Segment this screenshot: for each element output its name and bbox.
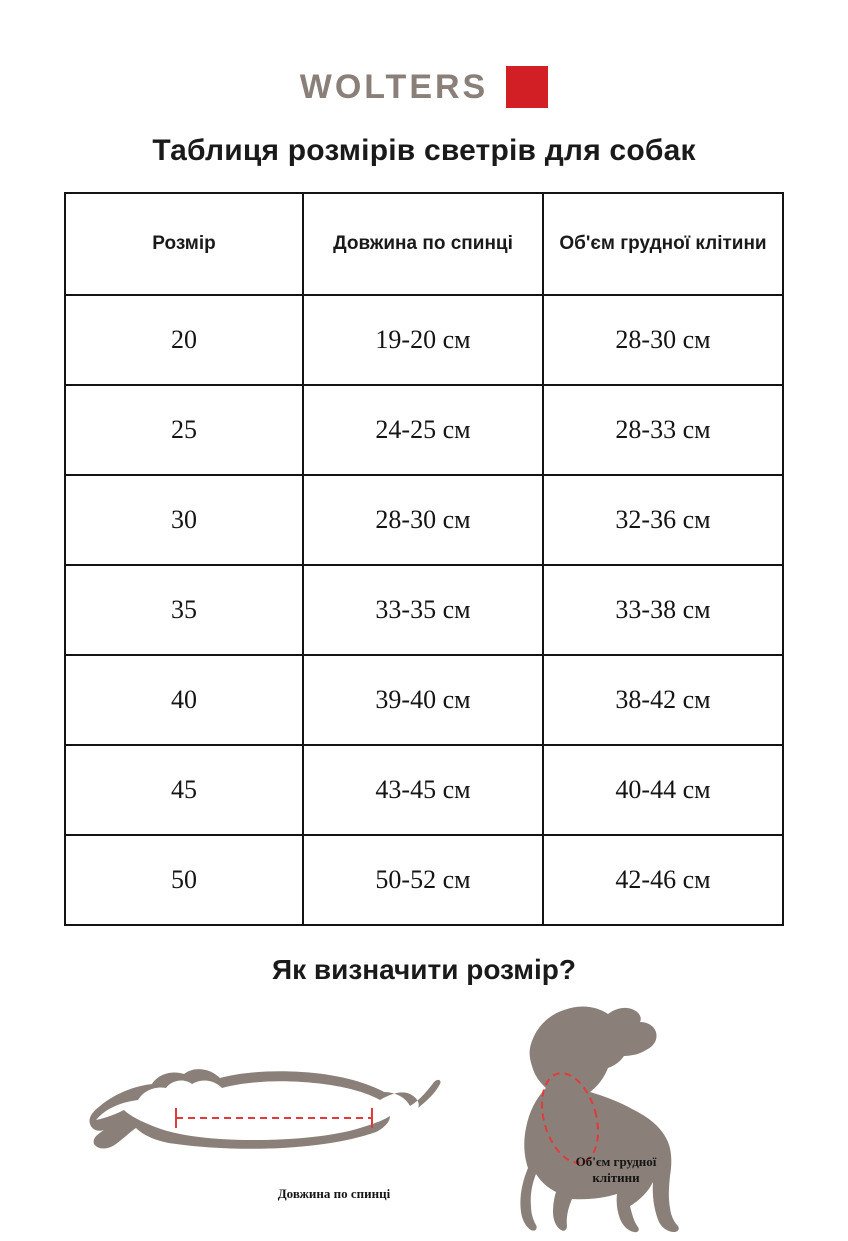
- cell-size: 45: [65, 745, 303, 835]
- table-row: [65, 565, 783, 655]
- howto-title: Як визначити розмір?: [272, 954, 576, 985]
- measurement-figures: [44, 996, 804, 1200]
- red-square-logo-icon: [506, 66, 548, 108]
- dog-side-view-icon: [444, 996, 744, 1236]
- cell-chest-girth: 28-30 см: [543, 295, 783, 385]
- cell-back-length: 39-40 см: [303, 655, 543, 745]
- cell-size: 35: [65, 565, 303, 655]
- table-row: [65, 835, 783, 925]
- table-row: [65, 385, 783, 475]
- cell-size: 25: [65, 385, 303, 475]
- column-header-back-length: Довжина по спинці: [303, 193, 543, 295]
- cell-back-length: 19-20 см: [303, 295, 543, 385]
- table-header-row: [65, 193, 783, 295]
- table-header: [65, 193, 783, 295]
- cell-back-length: 33-35 см: [303, 565, 543, 655]
- column-header-size: Розмір: [65, 193, 303, 295]
- page-title: Таблиця розмірів светрів для собак: [152, 134, 696, 167]
- table-row: [65, 655, 783, 745]
- brand-header: [300, 66, 548, 108]
- cell-back-length: 43-45 см: [303, 745, 543, 835]
- cell-size: 40: [65, 655, 303, 745]
- cell-chest-girth: 42-46 см: [543, 835, 783, 925]
- caption-back-length: Довжина по спинці: [277, 1186, 391, 1201]
- cell-chest-girth: 33-38 см: [543, 565, 783, 655]
- cell-size: 50: [65, 835, 303, 925]
- cell-back-length: 24-25 см: [303, 385, 543, 475]
- brand-name: WOLTERS: [299, 67, 489, 106]
- cell-chest-girth: 28-33 см: [543, 385, 783, 475]
- column-header-chest-girth: Об'єм грудної клітини: [543, 193, 783, 295]
- table-body: [65, 295, 783, 925]
- cell-size: 20: [65, 295, 303, 385]
- size-table: [64, 192, 784, 926]
- cell-size: 30: [65, 475, 303, 565]
- cell-chest-girth: 40-44 см: [543, 745, 783, 835]
- dog-top-view-figure: [84, 1042, 444, 1197]
- dog-side-view-figure: [444, 996, 744, 1241]
- cell-back-length: 50-52 см: [303, 835, 543, 925]
- cell-back-length: 28-30 см: [303, 475, 543, 565]
- cell-chest-girth: 32-36 см: [543, 475, 783, 565]
- cell-chest-girth: 38-42 см: [543, 655, 783, 745]
- table-row: [65, 475, 783, 565]
- back-length-measure-line: [176, 1108, 372, 1128]
- dog-top-view-icon: [84, 1042, 444, 1192]
- table-row: [65, 745, 783, 835]
- table-row: [65, 295, 783, 385]
- caption-chest-girth: Об'єм грудної клітини: [575, 1154, 657, 1186]
